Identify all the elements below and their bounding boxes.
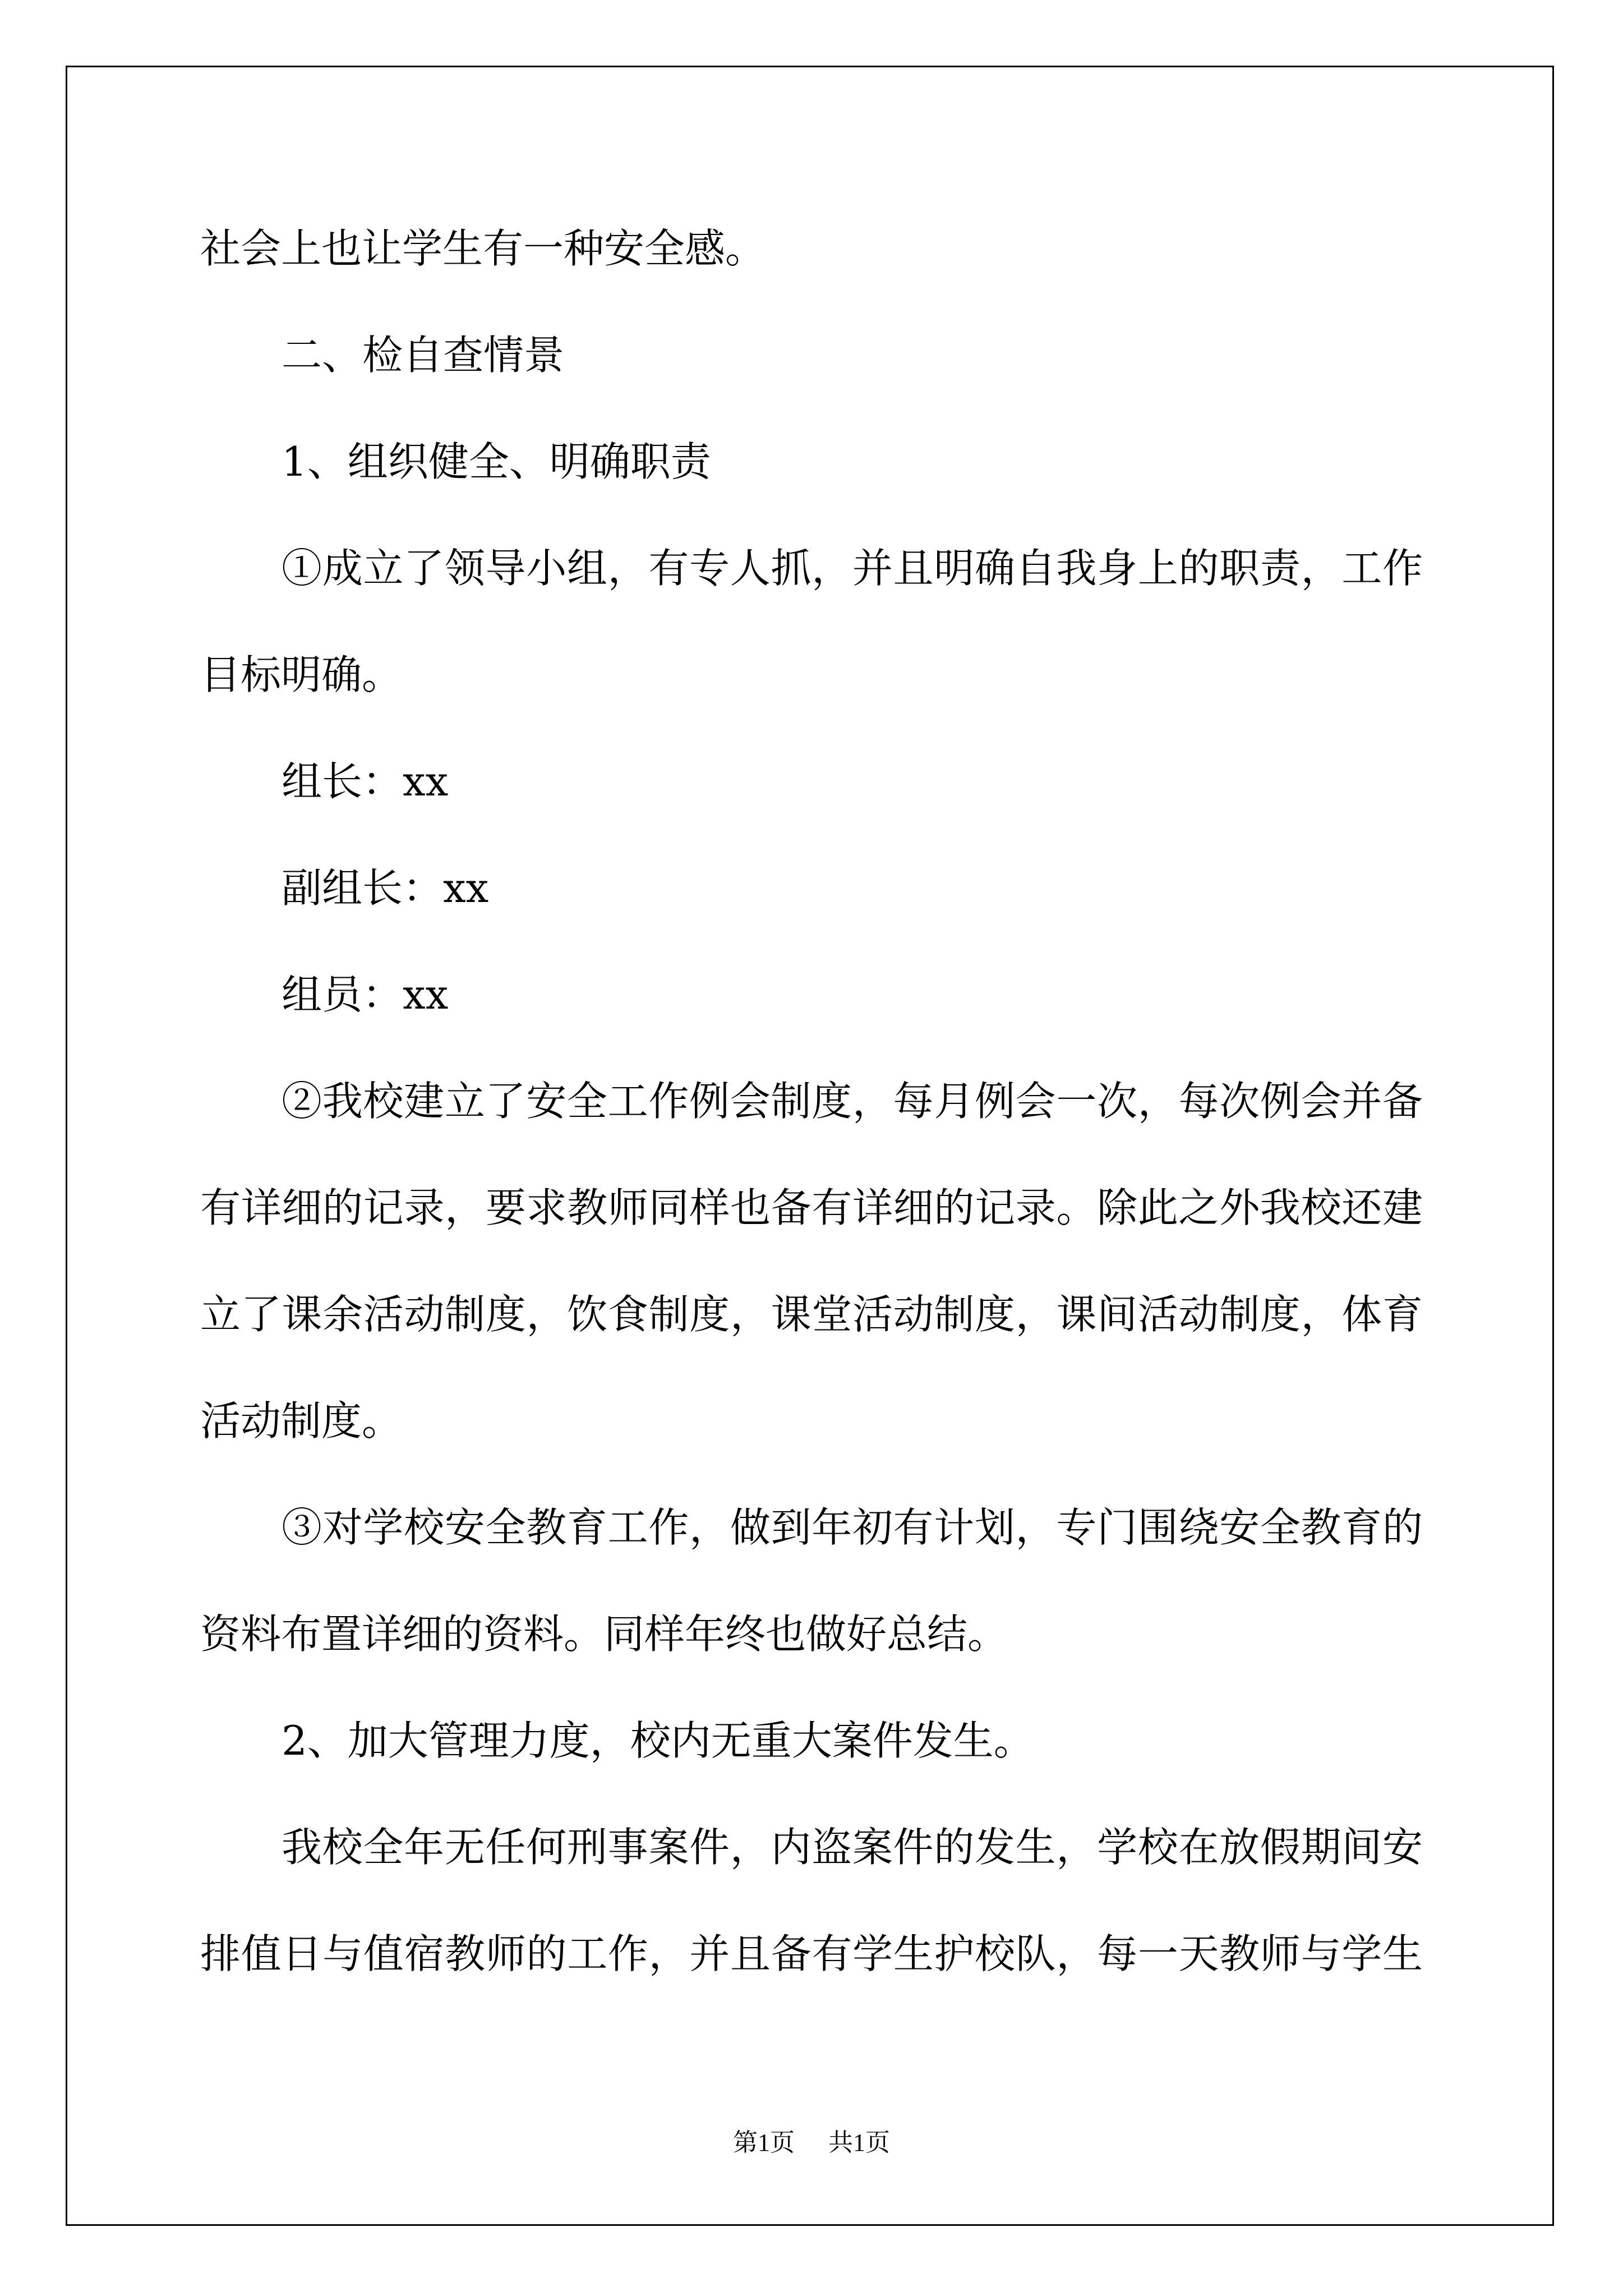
paragraph-continuation [200, 195, 1423, 302]
paragraph-item-3 [200, 1474, 1423, 1687]
paragraph-case-record [200, 1794, 1423, 2007]
document-body [200, 195, 1423, 2007]
paragraph-item-1 [200, 515, 1423, 728]
page-total-label: 共1页 [828, 2129, 890, 2156]
member-entry [200, 941, 1423, 1048]
text-line: ③对学校安全教育工作，做到年初有计划，专门围绕安全教育的 [282, 1504, 1423, 1551]
text-line: 1、组织健全、明确职责 [282, 438, 711, 485]
text-line: 有详细的记录，要求教师同样也备有详细的记录。除此之外我校还建 [200, 1184, 1423, 1231]
text-line: ②我校建立了安全工作例会制度，每月例会一次，每次例会并备 [282, 1078, 1423, 1125]
text-line: 资料布置详细的资料。同样年终也做好总结。 [200, 1611, 1008, 1658]
page-footer [0, 2126, 1623, 2160]
leader-entry [200, 728, 1423, 835]
text-line: 社会上也让学生有一种安全感。 [200, 225, 766, 272]
text-line: 目标明确。 [200, 651, 403, 698]
subsection-heading-management [200, 1687, 1423, 1794]
subsection-heading-organization [200, 408, 1423, 515]
text-line: 排值日与值宿教师的工作，并且备有学生护校队，每一天教师与学生 [200, 1930, 1423, 1977]
text-line: 组长：xx [282, 758, 449, 805]
text-line: 二、检自查情景 [282, 332, 565, 379]
text-line: 立了课余活动制度，饮食制度，课堂活动制度，课间活动制度，体育 [200, 1291, 1423, 1338]
text-line: 活动制度。 [200, 1397, 403, 1444]
text-line: 副组长：xx [282, 864, 489, 912]
paragraph-item-2 [200, 1048, 1423, 1474]
deputy-leader-entry [200, 835, 1423, 941]
text-line: ①成立了领导小组，有专人抓，并且明确自我身上的职责，工作 [282, 545, 1423, 592]
page-number-label: 第1页 [733, 2129, 795, 2156]
text-line: 2、加大管理力度，校内无重大案件发生。 [282, 1717, 1034, 1764]
text-line: 我校全年无任何刑事案件，内盗案件的发生，学校在放假期间安 [282, 1824, 1423, 1871]
section-heading [200, 302, 1423, 408]
text-line: 组员：xx [282, 971, 449, 1018]
